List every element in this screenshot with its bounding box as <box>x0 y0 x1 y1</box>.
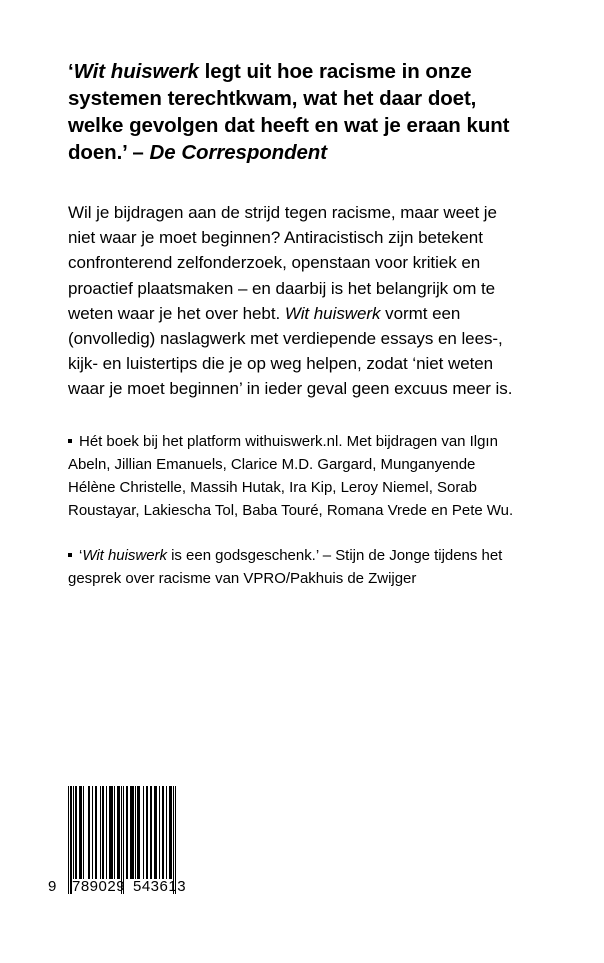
square-bullet-icon <box>68 439 72 443</box>
review-quote-note <box>68 544 520 590</box>
review-quote-body: is een godsgeschenk.’ – Stijn de Jonge tijdens het gesprek over racisme van VPRO/Pakhuis de Zwijger <box>68 546 503 587</box>
isbn-barcode <box>48 786 192 895</box>
isbn-number-row <box>48 878 198 963</box>
headline-source: De Correspondent <box>149 141 327 164</box>
book-description <box>68 200 520 402</box>
isbn-lead-digit: 9 <box>48 878 57 895</box>
description-book-title: Wit huiswerk <box>284 303 381 323</box>
review-book-title: Wit huiswerk <box>82 546 167 564</box>
description-part-two: vormt een (onvolledig) naslagwerk met verdiepende essays en lees-, kijk- en luistertips die je op weg helpen, zodat ‘niet weten waar je moet beginnen’ in ieder geval geen excuus meer is. <box>68 303 513 399</box>
isbn-right-group: 543613 <box>133 878 187 895</box>
square-bullet-icon <box>68 553 72 557</box>
headline-book-title: Wit huiswerk <box>73 60 199 83</box>
headline-quote-open: ‘ <box>68 60 74 83</box>
headline-pull-quote <box>68 58 520 166</box>
cover-text-content <box>68 58 520 612</box>
review-quote-open: ‘ <box>79 546 83 564</box>
platform-contributors-text: Hét boek bij het platform withuiswerk.nl. Met bijdragen van Ilgın Abeln, Jillian Emanuels, Clarice M.D. Gargard, Munganyende Hélène Christelle, Massih Hutak, Ira Kip, Leroy Niemel, Sorab Roustayar, Lakiescha Tol, Baba Touré, Romana Vrede en Pete Wu. <box>68 432 514 519</box>
platform-contributors-note <box>68 430 520 522</box>
isbn-left-group: 789029 <box>72 878 126 895</box>
description-part-one: Wil je bijdragen aan de strijd tegen racisme, maar weet je niet waar je moet beginnen? Antiracistisch zijn betekent confronterend zelfonderzoek, openstaan voor kritiek en proactief plaatsmaken – en daarbij is het belangrijk om te weten waar je het over hebt. <box>68 203 497 323</box>
headline-quote-body: legt uit hoe racisme in onze systemen terechtkwam, wat het daar doet, welke gevolgen dat heeft en wat je eraan kunt doen.’ – <box>68 60 510 164</box>
